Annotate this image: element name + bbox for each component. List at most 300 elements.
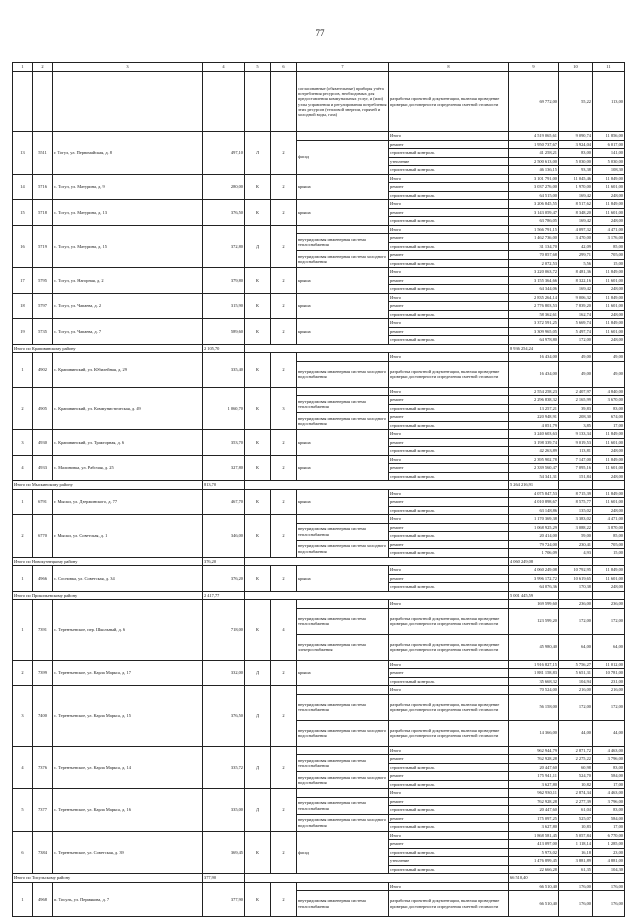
work-description-cell: строительный контроль: [389, 310, 509, 319]
unit-cost-cell: 10 619,65: [559, 574, 593, 583]
max-unit-cost-cell: 5 030,00: [593, 157, 625, 166]
object-work-row: [13, 566, 625, 575]
work-type-cell: крыша: [297, 268, 389, 294]
unit-cost-cell: 113,81: [559, 447, 593, 456]
max-unit-cost-cell: 1 285,00: [593, 840, 625, 849]
unit-cost-cell: 5 756,27: [559, 660, 593, 669]
material-cell: К: [245, 387, 271, 430]
total-cost-cell: 1 476 899,45: [509, 857, 559, 866]
house-code-cell: 7399: [33, 660, 53, 686]
total-cost-cell: 46 136,15: [509, 166, 559, 175]
work-description-cell: ремонт: [389, 276, 509, 285]
house-code-cell: 6791: [33, 489, 53, 515]
unit-cost-cell: 93,38: [559, 166, 593, 175]
empty-cell: [271, 72, 297, 132]
work-description-cell: Итого: [389, 132, 509, 141]
max-unit-cost-cell: 4 463,00: [593, 789, 625, 798]
total-cost-cell: 16 434,00: [509, 361, 559, 387]
unit-cost-cell: 208,30: [559, 413, 593, 422]
empty-cell: [559, 481, 593, 490]
work-description-cell: Итого: [389, 268, 509, 277]
district-cost-cell: 5 001 445,59: [509, 591, 559, 600]
material-cell: К: [245, 455, 271, 481]
house-code-cell: 4966: [33, 566, 53, 592]
work-type-cell: внутридомовая инженерная система теплоснабжения: [297, 608, 389, 634]
unit-cost-cell: 7 095,16: [559, 464, 593, 473]
floors-cell: 2: [271, 455, 297, 481]
total-cost-cell: 962 930,11: [509, 789, 559, 798]
object-work-row: [13, 600, 625, 609]
unit-cost-cell: 299,71: [559, 251, 593, 260]
max-unit-cost-cell: 3 870,00: [593, 523, 625, 532]
house-code-cell: 5511: [33, 132, 53, 175]
work-description-cell: ремонт: [389, 251, 509, 260]
unit-cost-cell: 2 871,72: [559, 746, 593, 755]
work-description-cell: Итого: [389, 489, 509, 498]
address-cell: с. Крапивинский, ул. Коммунистическая, д. 49: [53, 387, 203, 430]
unit-cost-cell: 135,02: [559, 506, 593, 515]
work-description-cell: Итого: [389, 353, 509, 362]
total-cost-cell: 1 950 737,67: [509, 140, 559, 149]
work-type-cell: [297, 746, 389, 755]
work-description-cell: строительный контроль: [389, 532, 509, 541]
max-unit-cost-cell: 176,00: [593, 882, 625, 891]
floors-cell: 2: [271, 746, 297, 789]
max-unit-cost-cell: 11 601,00: [593, 498, 625, 507]
work-type-cell: фасад: [297, 831, 389, 874]
max-unit-cost-cell: 172,00: [593, 694, 625, 720]
unit-cost-cell: 524,70: [559, 772, 593, 781]
total-cost-cell: 64 076,36: [509, 583, 559, 592]
max-unit-cost-cell: 10 781,00: [593, 669, 625, 678]
work-description-cell: строительный контроль: [389, 149, 509, 158]
floors-cell: 2: [271, 515, 297, 558]
max-unit-cost-cell: 11 849,00: [593, 319, 625, 328]
material-cell: К: [245, 319, 271, 345]
address-cell: г. Мыски, ул. Дзержинского, д. 77: [53, 489, 203, 515]
max-unit-cost-cell: 248,00: [593, 336, 625, 345]
max-unit-cost-cell: 17,00: [593, 823, 625, 832]
material-cell: К: [245, 430, 271, 456]
district-total-label: Итого по Тисульскому району: [13, 874, 203, 883]
work-description-cell: Итого: [389, 831, 509, 840]
material-cell: Д: [245, 746, 271, 789]
district-area-cell: 2 417,77: [203, 591, 245, 600]
total-cost-cell: 31 134,70: [509, 242, 559, 251]
district-area-cell: 813,70: [203, 481, 245, 490]
work-description-cell: Итого: [389, 882, 509, 891]
max-unit-cost-cell: 4 471,00: [593, 225, 625, 234]
house-code-cell: 5735: [33, 319, 53, 345]
max-unit-cost-cell: 11 856,00: [593, 132, 625, 141]
unit-cost-cell: 8 575,77: [559, 498, 593, 507]
unit-cost-cell: 7 839,20: [559, 302, 593, 311]
unit-cost-cell: 39,83: [559, 404, 593, 413]
unit-cost-cell: 2 277,39: [559, 797, 593, 806]
work-description-cell: Итого: [389, 319, 509, 328]
unit-cost-cell: 9 019,53: [559, 438, 593, 447]
empty-cell: [559, 557, 593, 566]
object-work-row: [13, 746, 625, 755]
row-number-cell: 19: [13, 319, 33, 345]
work-description-cell: ремонт: [389, 523, 509, 532]
total-cost-cell: 762 928,28: [509, 755, 559, 764]
object-work-row: [13, 789, 625, 798]
work-description-cell: ремонт: [389, 302, 509, 311]
object-work-row: [13, 882, 625, 891]
max-unit-cost-cell: 248,00: [593, 583, 625, 592]
address-cell: с. Крапивинский, ул. Тракторная, д. 6: [53, 430, 203, 456]
work-description-cell: ремонт: [389, 772, 509, 781]
max-unit-cost-cell: 85,00: [593, 242, 625, 251]
column-number-cell: 11: [593, 63, 625, 72]
floors-cell: 2: [271, 566, 297, 592]
empty-cell: [53, 72, 203, 132]
work-description-cell: разработка проектной документации, включая проведение проверки достоверности определения сметной стоимости: [389, 72, 509, 132]
work-description-cell: строительный контроль: [389, 583, 509, 592]
empty-cell: [245, 591, 509, 600]
column-number-cell: 10: [559, 63, 593, 72]
district-total-label: Итого по Новокузнецкому району: [13, 557, 203, 566]
row-number-cell: 17: [13, 268, 33, 294]
address-cell: с. Тогул, ул. Нагорная, д. 2: [53, 268, 203, 294]
district-cost-cell: 5 264 216,91: [509, 481, 559, 490]
address-cell: г. Тогул, ул. Первомайская, д. 8: [53, 132, 203, 175]
object-work-row: [13, 430, 625, 439]
max-unit-cost-cell: 248,00: [593, 217, 625, 226]
max-unit-cost-cell: 11 849,00: [593, 455, 625, 464]
unit-cost-cell: 5 057,84: [559, 831, 593, 840]
unit-cost-cell: 60,98: [559, 763, 593, 772]
total-cost-cell: 5 973,02: [509, 848, 559, 857]
object-work-row: [13, 200, 625, 209]
work-type-cell: внутридомовая инженерная система теплоснабжения: [297, 755, 389, 772]
house-area-cell: 377,90: [203, 882, 245, 917]
work-type-cell: крыша: [297, 455, 389, 481]
work-type-cell: внутридомовая инженерная система холодного водоснабжения: [297, 251, 389, 268]
unit-cost-cell: 49,00: [559, 353, 593, 362]
unit-cost-cell: 61,04: [559, 806, 593, 815]
max-unit-cost-cell: 11 601,00: [593, 574, 625, 583]
work-type-cell: [297, 882, 389, 891]
address-cell: с. Тогул, ул. Матурина, д. 9: [53, 174, 203, 200]
work-description-cell: Итого: [389, 225, 509, 234]
row-number-cell: 1: [13, 882, 33, 917]
unit-cost-cell: 3 924,04: [559, 140, 593, 149]
work-description-cell: разработка проектной документации, включая проведение проверки достоверности определения сметной стоимости: [389, 634, 509, 660]
house-area-cell: 332,00: [203, 660, 245, 686]
work-type-cell: фасад: [297, 140, 389, 174]
work-type-cell: [297, 789, 389, 798]
row-number-cell: 5: [13, 789, 33, 832]
house-area-cell: 335,72: [203, 746, 245, 789]
house-code-cell: 5718: [33, 200, 53, 226]
max-unit-cost-cell: 236,00: [593, 600, 625, 609]
floors-cell: 2: [271, 353, 297, 388]
material-cell: К: [245, 515, 271, 558]
max-unit-cost-cell: 705,00: [593, 251, 625, 260]
total-cost-cell: 63 786,05: [509, 217, 559, 226]
max-unit-cost-cell: 23,00: [593, 848, 625, 857]
empty-cell: [559, 874, 593, 883]
work-type-cell: внутридомовая инженерная система теплоснабжения: [297, 396, 389, 413]
work-description-cell: строительный контроль: [389, 780, 509, 789]
address-cell: с. Терентьевское, пер. Школьный, д. 6: [53, 600, 203, 661]
work-type-cell: [297, 686, 389, 695]
floors-cell: 2: [271, 831, 297, 874]
unit-cost-cell: 5 497,74: [559, 327, 593, 336]
max-unit-cost-cell: 11 849,00: [593, 566, 625, 575]
work-description-cell: строительный контроль: [389, 763, 509, 772]
empty-cell: [245, 481, 509, 490]
max-unit-cost-cell: 108,30: [593, 166, 625, 175]
work-type-cell: крыша: [297, 430, 389, 456]
total-cost-cell: 1 916 827,15: [509, 660, 559, 669]
house-code-cell: 4930: [33, 430, 53, 456]
total-cost-cell: 70 857,68: [509, 251, 559, 260]
address-cell: с. Крапивинский, ул. Юбилейная, д. 29: [53, 353, 203, 388]
empty-cell: [593, 591, 625, 600]
max-unit-cost-cell: 11 849,00: [593, 200, 625, 209]
work-description-cell: Итого: [389, 430, 509, 439]
work-description-cell: Итого: [389, 387, 509, 396]
object-work-row: [13, 174, 625, 183]
work-type-cell: крыша: [297, 319, 389, 345]
work-description-cell: строительный контроль: [389, 506, 509, 515]
row-number-cell: 4: [13, 746, 33, 789]
total-cost-cell: 69 772,00: [509, 72, 559, 132]
object-work-row: [13, 132, 625, 141]
house-code-cell: 5795: [33, 268, 53, 294]
house-code-cell: 4905: [33, 387, 53, 430]
total-cost-cell: 70 524,00: [509, 686, 559, 695]
unit-cost-cell: 3 088,22: [559, 523, 593, 532]
district-total-label: Итого по Крапивинскому району: [13, 344, 203, 353]
total-cost-cell: 64 978,80: [509, 336, 559, 345]
district-total-row: [13, 557, 625, 566]
material-cell: Л: [245, 132, 271, 175]
floors-cell: 2: [271, 293, 297, 319]
max-unit-cost-cell: 11 012,00: [593, 660, 625, 669]
house-area-cell: 1 060,70: [203, 387, 245, 430]
work-type-cell: внутридомовая инженерная система холодного водоснабжения: [297, 772, 389, 789]
object-work-row: [13, 353, 625, 362]
object-work-row: [13, 293, 625, 302]
house-code-cell: 7391: [33, 600, 53, 661]
total-cost-cell: 2 296 838,32: [509, 396, 559, 405]
district-total-row: [13, 591, 625, 600]
object-work-row: [13, 319, 625, 328]
max-unit-cost-cell: 674,00: [593, 413, 625, 422]
total-cost-cell: 4 060 249,08: [509, 566, 559, 575]
row-number-cell: 1: [13, 353, 33, 388]
row-number-cell: 15: [13, 200, 33, 226]
total-cost-cell: 56 158,00: [509, 694, 559, 720]
unit-cost-cell: 3 383,02: [559, 515, 593, 524]
house-area-cell: 376,20: [203, 566, 245, 592]
floors-cell: 2: [271, 489, 297, 515]
total-cost-cell: 64 515,00: [509, 191, 559, 200]
total-cost-cell: 175 097,25: [509, 814, 559, 823]
max-unit-cost-cell: 3 796,00: [593, 755, 625, 764]
work-description-cell: Итого: [389, 293, 509, 302]
floors-cell: 2: [271, 268, 297, 294]
total-cost-cell: 45 980,40: [509, 634, 559, 660]
row-number-cell: 2: [13, 660, 33, 686]
total-cost-cell: 2 554 258,23: [509, 387, 559, 396]
house-area-cell: 353,70: [203, 430, 245, 456]
district-cost-cell: 8 936 254,24: [509, 344, 559, 353]
house-area-cell: 376,50: [203, 200, 245, 226]
floors-cell: 2: [271, 225, 297, 268]
house-code-cell: 7377: [33, 789, 53, 832]
unit-cost-cell: 104,94: [559, 677, 593, 686]
work-type-cell: внутридомовая инженерная система холодного водоснабжения: [297, 413, 389, 430]
unit-cost-cell: 3 881,89: [559, 857, 593, 866]
total-cost-cell: 3 143 059,47: [509, 208, 559, 217]
object-work-row: [13, 660, 625, 669]
total-cost-cell: 1 170 369,38: [509, 515, 559, 524]
total-cost-cell: 3 309 965,05: [509, 327, 559, 336]
total-cost-cell: 1 462 736,00: [509, 234, 559, 243]
max-unit-cost-cell: 176,00: [593, 891, 625, 917]
empty-cell: [593, 344, 625, 353]
address-cell: с. Сосновка, ул. Советская, д. 34: [53, 566, 203, 592]
work-description-cell: ремонт: [389, 540, 509, 549]
work-description-cell: разработка проектной документации, включая проведение проверки достоверности определения сметной стоимости: [389, 891, 509, 917]
total-cost-cell: 2 395 902,78: [509, 455, 559, 464]
work-description-cell: ремонт: [389, 464, 509, 473]
unit-cost-cell: 8 481,36: [559, 268, 593, 277]
max-unit-cost-cell: 85,00: [593, 532, 625, 541]
address-cell: с. Терентьевское, ул. Карла Маркса, д. 14: [53, 746, 203, 789]
work-description-cell: Итого: [389, 600, 509, 609]
work-type-cell: [297, 515, 389, 524]
max-unit-cost-cell: 584,00: [593, 772, 625, 781]
row-number-cell: 6: [13, 831, 33, 874]
max-unit-cost-cell: 4 463,00: [593, 746, 625, 755]
max-unit-cost-cell: 83,00: [593, 404, 625, 413]
work-type-cell: внутридомовая инженерная система холодного водоснабжения: [297, 814, 389, 831]
material-cell: К: [245, 566, 271, 592]
row-number-cell: 2: [13, 387, 33, 430]
address-cell: с. Тогул, ул. Матурина, д. 13: [53, 200, 203, 226]
district-total-row: [13, 344, 625, 353]
house-code-cell: 4933: [33, 455, 53, 481]
column-number-cell: 2: [33, 63, 53, 72]
work-type-cell: внутридомовая инженерная система электроснабжения: [297, 634, 389, 660]
empty-cell: [593, 557, 625, 566]
max-unit-cost-cell: 248,00: [593, 285, 625, 294]
unit-cost-cell: 2 407,97: [559, 387, 593, 396]
work-type-cell: крыша: [297, 174, 389, 200]
work-description-cell: ремонт: [389, 840, 509, 849]
empty-cell: [559, 344, 593, 353]
unit-cost-cell: 42,09: [559, 242, 593, 251]
max-unit-cost-cell: 248,00: [593, 506, 625, 515]
house-code-cell: 4968: [33, 882, 53, 917]
material-cell: К: [245, 200, 271, 226]
district-total-row: [13, 481, 625, 490]
unit-cost-cell: 49,00: [559, 361, 593, 387]
house-area-cell: 369,45: [203, 831, 245, 874]
total-cost-cell: 14 366,00: [509, 720, 559, 746]
house-area-cell: 467,70: [203, 489, 245, 515]
work-description-cell: Итого: [389, 200, 509, 209]
unit-cost-cell: 9 090,74: [559, 132, 593, 141]
work-description-cell: строительный контроль: [389, 823, 509, 832]
work-type-cell: крыша: [297, 566, 389, 592]
work-description-cell: строительный контроль: [389, 677, 509, 686]
house-code-cell: 5719: [33, 225, 53, 268]
unit-cost-cell: 172,00: [559, 336, 593, 345]
column-number-cell: 4: [203, 63, 245, 72]
unit-cost-cell: 10 792,95: [559, 566, 593, 575]
max-unit-cost-cell: 11 601,00: [593, 327, 625, 336]
work-description-cell: Итого: [389, 174, 509, 183]
work-description-cell: строительный контроль: [389, 865, 509, 874]
floors-cell: 2: [271, 430, 297, 456]
continuation-row: [13, 72, 625, 132]
work-description-cell: строительный контроль: [389, 806, 509, 815]
address-cell: п. Тисуль, ул. Пермякова, д. 7: [53, 882, 203, 917]
unit-cost-cell: 4 097,32: [559, 225, 593, 234]
total-cost-cell: 2 072,53: [509, 259, 559, 268]
total-cost-cell: 3 206 845,55: [509, 200, 559, 209]
max-unit-cost-cell: 83,00: [593, 806, 625, 815]
house-area-cell: 718,00: [203, 600, 245, 661]
row-number-cell: 2: [13, 515, 33, 558]
material-cell: Д: [245, 225, 271, 268]
max-unit-cost-cell: 6 017,00: [593, 140, 625, 149]
max-unit-cost-cell: 141,00: [593, 149, 625, 158]
unit-cost-cell: 64,00: [559, 634, 593, 660]
floors-cell: 2: [271, 686, 297, 747]
work-description-cell: строительный контроль: [389, 217, 509, 226]
object-work-row: [13, 225, 625, 234]
work-description-cell: ремонт: [389, 574, 509, 583]
work-type-cell: [297, 600, 389, 609]
work-type-cell: внутридомовая инженерная система теплоснабжения: [297, 234, 389, 251]
work-description-cell: строительный контроль: [389, 166, 509, 175]
page-number: 77: [315, 28, 325, 38]
max-unit-cost-cell: 3 796,00: [593, 797, 625, 806]
total-cost-cell: 3 372 591,25: [509, 319, 559, 328]
unit-cost-cell: 8 715,39: [559, 489, 593, 498]
total-cost-cell: 1 868 581,45: [509, 831, 559, 840]
max-unit-cost-cell: 11 601,00: [593, 438, 625, 447]
work-description-cell: ремонт: [389, 234, 509, 243]
max-unit-cost-cell: 17,00: [593, 780, 625, 789]
max-unit-cost-cell: 11 601,00: [593, 183, 625, 192]
work-type-cell: [297, 132, 389, 141]
capital-repair-table: [12, 62, 625, 917]
total-cost-cell: 3 198 339,74: [509, 438, 559, 447]
unit-cost-cell: 8 348,20: [559, 208, 593, 217]
total-cost-cell: 123 599,20: [509, 608, 559, 634]
total-cost-cell: 2 835 264,14: [509, 293, 559, 302]
unit-cost-cell: 169,42: [559, 217, 593, 226]
house-code-cell: 6770: [33, 515, 53, 558]
total-cost-cell: 3 101 791,00: [509, 174, 559, 183]
district-cost-cell: 4 060 249,08: [509, 557, 559, 566]
address-cell: с. Терентьевское, ул. Карла Маркса, д. 15: [53, 686, 203, 747]
material-cell: К: [245, 353, 271, 388]
total-cost-cell: 20 414,00: [509, 532, 559, 541]
work-type-cell: [297, 353, 389, 362]
total-cost-cell: 1 706,09: [509, 549, 559, 558]
work-description-cell: ремонт: [389, 498, 509, 507]
